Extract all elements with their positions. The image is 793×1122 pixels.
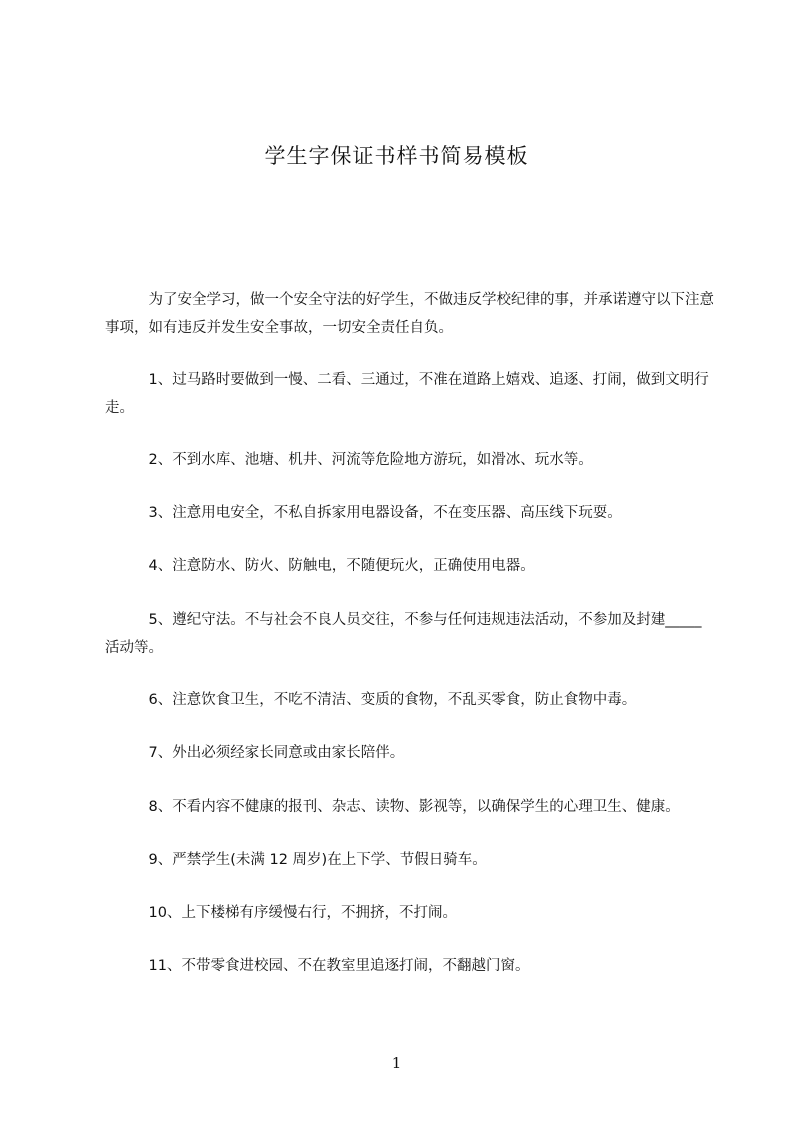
list-item: 11、不带零食进校园、不在教室里追逐打闹，不翻越门窗。 xyxy=(105,958,530,974)
list-item: 10、上下楼梯有序缓慢右行，不拥挤，不打闹。 xyxy=(105,905,457,921)
list-item: 6、注意饮食卫生，不吃不清洁、变质的食物，不乱买零食，防止食物中毒。 xyxy=(105,692,637,708)
list-item: 9、严禁学生(未满 12 周岁)在上下学、节假日骑车。 xyxy=(105,852,487,868)
list-item: 5、遵纪守法。不与社会不良人员交往，不参与任何违规违法活动，不参加及封建_____活动等。 xyxy=(105,612,702,656)
document-title: 学生字保证书样书简易模板 xyxy=(264,144,529,168)
list-item: 7、外出必须经家长同意或由家长陪伴。 xyxy=(105,745,405,761)
list-item: 8、不看内容不健康的报刊、杂志、读物、影视等，以确保学生的心理卫生、健康。 xyxy=(105,799,680,815)
list-item: 1、过马路时要做到一慢、二看、三通过，不准在道路上嬉戏、追逐、打闹，做到文明行走。 xyxy=(105,372,709,416)
page-number: 1 xyxy=(391,1054,402,1072)
intro-paragraph: 为了安全学习，做一个安全守法的好学生，不做违反学校纪律的事，并承诺遵守以下注意事项，如有违反并发生安全事故，一切安全责任自负。 xyxy=(105,292,714,336)
list-item: 3、注意用电安全，不私自拆家用电器设备，不在变压器、高压线下玩耍。 xyxy=(105,505,622,521)
list-item: 4、注意防水、防火、防触电，不随便玩火，正确使用电器。 xyxy=(105,558,535,574)
list-item: 2、不到水库、池塘、机井、河流等危险地方游玩，如滑冰、玩水等。 xyxy=(105,452,593,468)
